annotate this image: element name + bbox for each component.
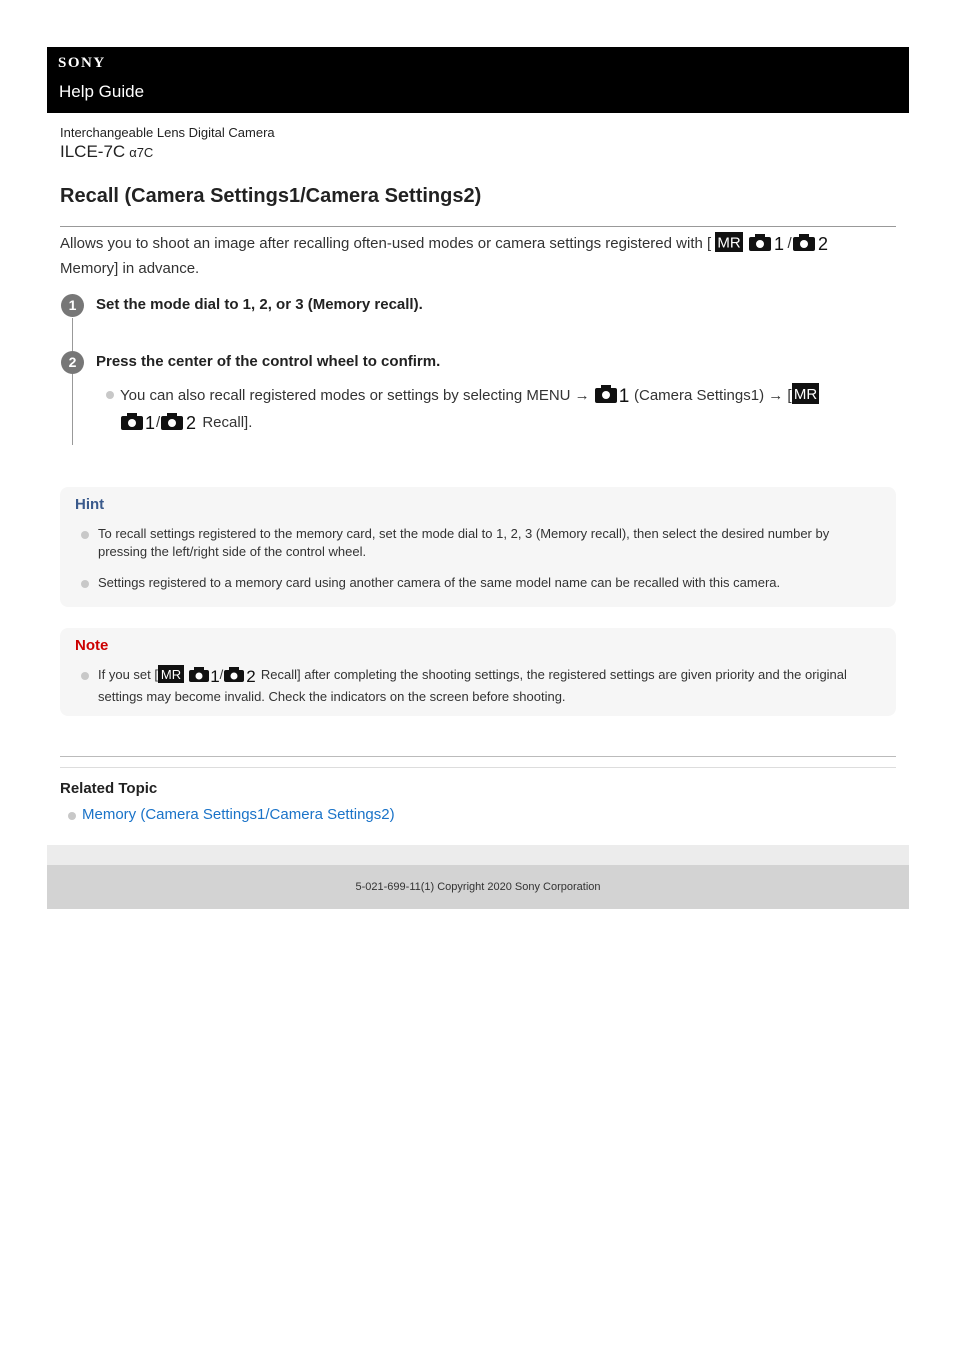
step-number-1: 1 (61, 294, 84, 317)
camera-settings2-icon (160, 411, 198, 438)
hint-box (60, 487, 896, 607)
title-divider (60, 226, 896, 227)
camera-settings1-icon (748, 232, 788, 258)
section-divider (60, 756, 896, 757)
memory-recall-icon (792, 383, 819, 411)
page-header (47, 47, 909, 113)
camera-settings1-icon (594, 382, 630, 411)
note-item (98, 665, 878, 706)
bullet-icon (81, 672, 89, 680)
step-1-text: Set the mode dial to 1, 2, or 3 (Memory recall). (96, 296, 423, 313)
memory-recall-icon (715, 232, 743, 258)
svg-text:2: 2 (186, 413, 197, 431)
note-title: Note (75, 637, 109, 654)
page-footer (47, 865, 909, 909)
icon-slash: / (156, 414, 161, 431)
camera-settings2-icon (223, 665, 257, 688)
svg-text:1: 1 (618, 386, 630, 404)
svg-text:2: 2 (817, 234, 828, 252)
camera-settings1-icon (120, 411, 156, 438)
hint-item: To recall settings registered to the memory card, set the mode dial to 1, 2, 3 (Memory recall), then select the desired number by pressing the left/right side of the control wheel. (98, 526, 830, 559)
product-model (60, 142, 153, 162)
svg-text:1: 1 (773, 234, 784, 252)
icon-slash: / (787, 235, 792, 252)
svg-text:MR: MR (793, 386, 817, 403)
footer-spacer (47, 845, 909, 865)
camera-settings1-icon (188, 665, 220, 688)
subnote-text-start: You can also recall registered modes or settings by selecting MENU → (120, 387, 590, 404)
related-topic-title: Related Topic (60, 780, 158, 797)
svg-text:MR: MR (160, 667, 182, 682)
subnote-text-end: Recall]. (202, 414, 253, 431)
model-number: ILCE-7C (60, 142, 126, 161)
step-number-2: 2 (61, 351, 84, 374)
bullet-icon (81, 531, 89, 539)
svg-text:2: 2 (246, 667, 256, 683)
section-divider (60, 767, 896, 768)
model-alias: α7C (129, 145, 154, 160)
intro-paragraph (60, 232, 896, 279)
note-text-start: If you set [ (98, 667, 158, 682)
help-guide-title: Help Guide (59, 82, 145, 101)
hint-title: Hint (75, 496, 105, 513)
bullet-icon (106, 391, 114, 399)
intro-text-start: Allows you to shoot an image after recalling often-used modes or camera settings registered with [ (60, 235, 712, 252)
step-2-subnote (120, 382, 880, 438)
hint-item: Settings registered to a memory card using another camera of the same model name can be recalled with this camera. (98, 575, 781, 590)
note-text-end: Recall] after completing the shooting settings, the registered settings are given priority and the original settings may become invalid. Check the indicators on the screen before shooting. (98, 667, 847, 704)
sony-logo: SONY (58, 55, 106, 71)
product-type: Interchangeable Lens Digital Camera (60, 125, 275, 140)
memory-recall-icon (158, 665, 184, 688)
camera-settings2-icon (792, 232, 832, 258)
intro-text-end: Memory] in advance. (60, 260, 200, 277)
subnote-text-middle: (Camera Settings1) → [ (634, 387, 792, 404)
step-2-text: Press the center of the control wheel to confirm. (96, 353, 441, 370)
bullet-icon (81, 580, 89, 588)
svg-text:MR: MR (717, 234, 742, 252)
note-box (60, 628, 896, 716)
svg-text:1: 1 (209, 667, 220, 683)
icon-slash: / (219, 667, 224, 682)
copyright-text: 5-021-699-11(1) Copyright 2020 Sony Corporation (355, 881, 601, 893)
related-topic-link[interactable]: Memory (Camera Settings1/Camera Settings2) (82, 806, 395, 823)
svg-text:1: 1 (144, 413, 156, 431)
page-title: Recall (Camera Settings1/Camera Settings2) (60, 185, 482, 207)
step-connector-line (72, 318, 73, 445)
bullet-icon (68, 812, 76, 820)
